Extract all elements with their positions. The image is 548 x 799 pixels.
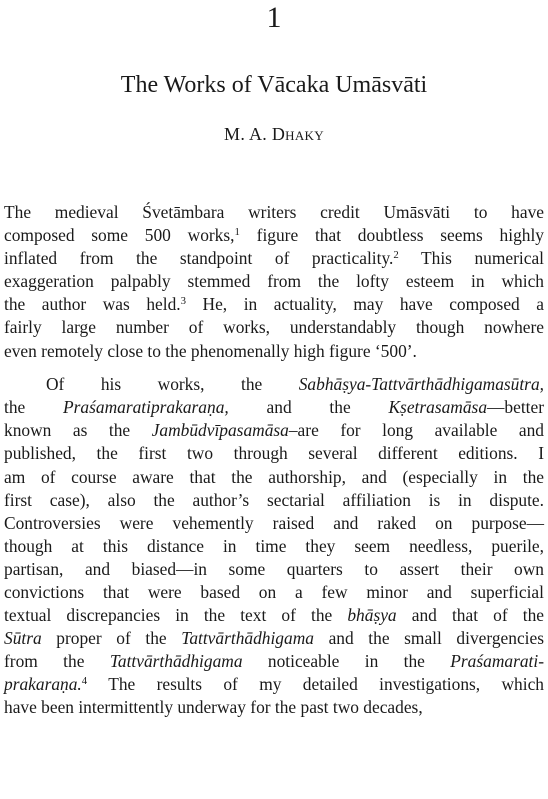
text-run: He, in actuality, may have composed a: [186, 294, 544, 315]
text-run: convictions that were based on a few minor and superficial: [4, 582, 544, 602]
italic-term: Tattvārthādhigama: [181, 628, 314, 649]
text-run: and the small divergencies: [313, 628, 544, 649]
text-run: fairly large number of works, understandably though nowhere: [4, 317, 544, 338]
author-initials: M. A.: [224, 124, 268, 144]
text-line: [4, 673, 544, 696]
text-run: partisan, and biased—in some quarters to assert their own: [4, 558, 544, 579]
text-run: first case), also the author’s sectarial affiliation is in dispute.: [4, 489, 544, 510]
chapter-number: 1: [266, 1, 282, 34]
text-run: from the: [4, 651, 110, 672]
text-line: [4, 535, 544, 558]
text-run: figure that doubtless seems highly: [239, 225, 545, 246]
text-run: noticeable in the: [242, 651, 451, 672]
text-line: [4, 696, 544, 719]
italic-term: Tattvārthādhigama: [109, 651, 243, 672]
text-line: [4, 373, 544, 396]
footnote-ref: 2: [393, 249, 399, 262]
italic-term: Praśamarati-: [450, 651, 544, 672]
text-run: The results of my detailed investigations, which: [87, 674, 544, 695]
footnote-ref: 4: [81, 675, 88, 688]
chapter-body: [4, 201, 544, 720]
italic-term: Jambūdvīpasamāsa: [151, 420, 289, 441]
paragraph-gap: [4, 363, 544, 374]
paragraph: [4, 201, 544, 363]
text-line: [4, 627, 544, 650]
italic-term: prakaraṇa.: [4, 674, 82, 695]
text-line: [4, 466, 544, 489]
italic-term: Sūtra: [4, 628, 42, 649]
text-run: and the: [228, 397, 389, 418]
text-line: [4, 581, 544, 604]
text-line: [4, 442, 544, 465]
text-run: have been intermittently underway for the past two decades,: [4, 697, 423, 718]
text-line: [4, 340, 544, 363]
text-line: [4, 419, 544, 442]
chapter-title: The Works of Vācaka Umāsvāti: [120, 72, 428, 98]
text-run: the author was held.: [4, 294, 181, 315]
text-run: am of course aware that the authorship, and (especially in the: [4, 466, 544, 487]
text-run: exaggeration palpably stemmed from the lofty esteem in which: [4, 271, 544, 292]
text-run: the: [4, 397, 64, 418]
text-run: This numerical: [398, 248, 545, 269]
text-run: though at this distance in time they seem needless, puerile,: [4, 535, 544, 556]
author-byline: [0, 123, 548, 145]
text-run: composed some 500 works,: [4, 225, 235, 246]
text-run: known as the: [4, 420, 152, 441]
text-run: –are for long available and: [288, 420, 544, 441]
text-line: [4, 650, 544, 673]
footnote-ref: 3: [180, 295, 186, 308]
text-run: inflated from the standpoint of practicality.: [4, 248, 394, 269]
text-line: [4, 558, 544, 581]
italic-term: Sabhāṣya-Tattvārthādhigamasūtra,: [298, 374, 544, 395]
text-line: [4, 396, 544, 419]
text-line: [4, 512, 544, 535]
text-line: [4, 224, 544, 247]
text-line: [4, 293, 544, 316]
text-run: The medieval Śvetāmbara writers credit Umāsvāti to have: [4, 202, 544, 222]
text-line: [4, 247, 544, 270]
paragraph: [4, 373, 544, 719]
text-line: [4, 270, 544, 293]
text-line: [4, 201, 544, 224]
text-run: —better: [487, 397, 544, 418]
text-run: and that of the: [396, 605, 545, 626]
italic-term: Praśamaratiprakaraṇa,: [63, 397, 229, 418]
text-run: even remotely close to the phenomenally high figure ‘500’.: [4, 340, 417, 361]
text-run: published, the first two through several different editions. I: [4, 443, 544, 464]
italic-term: Kṣetrasamāsa: [388, 397, 488, 418]
text-run: textual discrepancies in the text of the: [4, 605, 348, 626]
text-run: Controversies were vehemently raised and raked on purpose—: [4, 512, 544, 533]
text-line: [4, 489, 544, 512]
italic-term: bhāṣya: [347, 605, 397, 626]
text-line: [4, 604, 544, 627]
text-run: proper of the: [41, 628, 182, 649]
footnote-ref: 1: [234, 226, 240, 239]
author-surname: Dhaky: [271, 124, 324, 144]
text-line: [4, 316, 544, 339]
text-run: Of his works, the: [46, 374, 299, 395]
